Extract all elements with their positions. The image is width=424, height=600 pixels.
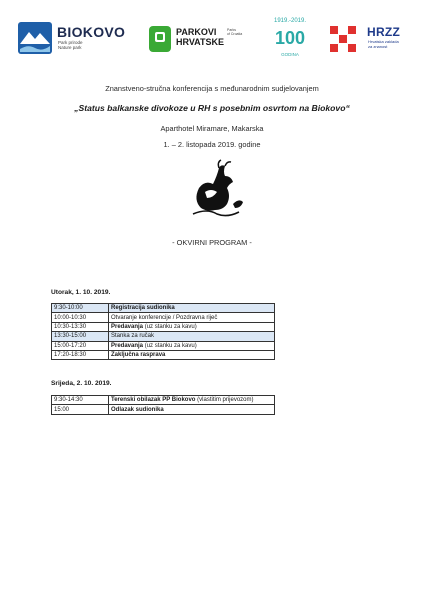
table-row (52, 304, 275, 313)
table-row (52, 405, 275, 414)
anniversary-number: 100 (274, 28, 306, 48)
row-time: 9:30-14:30 (52, 396, 109, 405)
biokovo-logo-name: BIOKOVO (57, 24, 126, 40)
hrzz-logo-name: HRZZ (367, 25, 401, 39)
row-time: 10:00-10:30 (52, 313, 109, 322)
row-activity: Predavanja (uz stanku za kavu) (109, 341, 275, 350)
conference-date: 1. – 2. listopada 2019. godine (163, 140, 261, 149)
logo-bar (0, 8, 424, 58)
parkovi-logo-sub: Parks of Croatia (227, 28, 243, 36)
hrzz-logo-sub: Hrvatska zaklada za znanost (368, 39, 399, 49)
table-row (52, 322, 275, 331)
table-row (52, 341, 275, 350)
row-time: 17:20-18:30 (52, 350, 109, 359)
day1-label: Utorak, 1. 10. 2019. (51, 289, 111, 296)
parkovi-logo-icon (149, 26, 171, 52)
conference-title: „Status balkanske divokoze u RH s posebnim osvrtom na Biokovo“ (74, 103, 350, 113)
row-time: 15:00-17:20 (52, 341, 109, 350)
table-row (52, 350, 275, 359)
table-row (52, 332, 275, 341)
row-activity: Odlazak sudionika (109, 405, 275, 414)
row-activity: Terenski obilazak PP Biokovo (vlastitim prijevozom) (109, 396, 275, 405)
row-time: 10:30-13:30 (52, 322, 109, 331)
biokovo-logo-sub: Park prirode Nature park (58, 40, 83, 50)
day2-label: Srijeda, 2. 10. 2019. (51, 380, 112, 387)
row-activity: Registracija sudionika (109, 304, 275, 313)
biokovo-logo-icon (18, 22, 52, 54)
conference-venue: Aparthotel Miramare, Makarska (160, 124, 264, 133)
row-time: 13:30-15:00 (52, 332, 109, 341)
row-time: 15:00 (52, 405, 109, 414)
anniversary-years: 1919.-2019. (273, 18, 307, 24)
table-row (52, 396, 275, 405)
day1-schedule-table (51, 303, 275, 360)
row-activity: Otvaranje konferencije / Pozdravna riječ (109, 313, 275, 322)
day2-schedule-table (51, 395, 275, 415)
anniversary-logo-icon (265, 10, 315, 60)
parkovi-logo-name: PARKOVI HRVATSKE (176, 27, 225, 47)
chamois-emblem-icon (183, 158, 249, 224)
row-activity: Predavanja (uz stanku za kavu) (109, 322, 275, 331)
program-heading: - OKVIRNI PROGRAM - (172, 238, 252, 247)
hrzz-logo-icon (330, 24, 356, 52)
anniversary-word: GODINA (281, 52, 299, 57)
row-activity: Zaključna rasprava (109, 350, 275, 359)
table-row (52, 313, 275, 322)
conference-subtitle: Znanstveno-stručna konferencija s međunarodnim sudjelovanjem (105, 84, 319, 93)
row-activity: Stanka za ručak (109, 332, 275, 341)
row-time: 9:30-10:00 (52, 304, 109, 313)
